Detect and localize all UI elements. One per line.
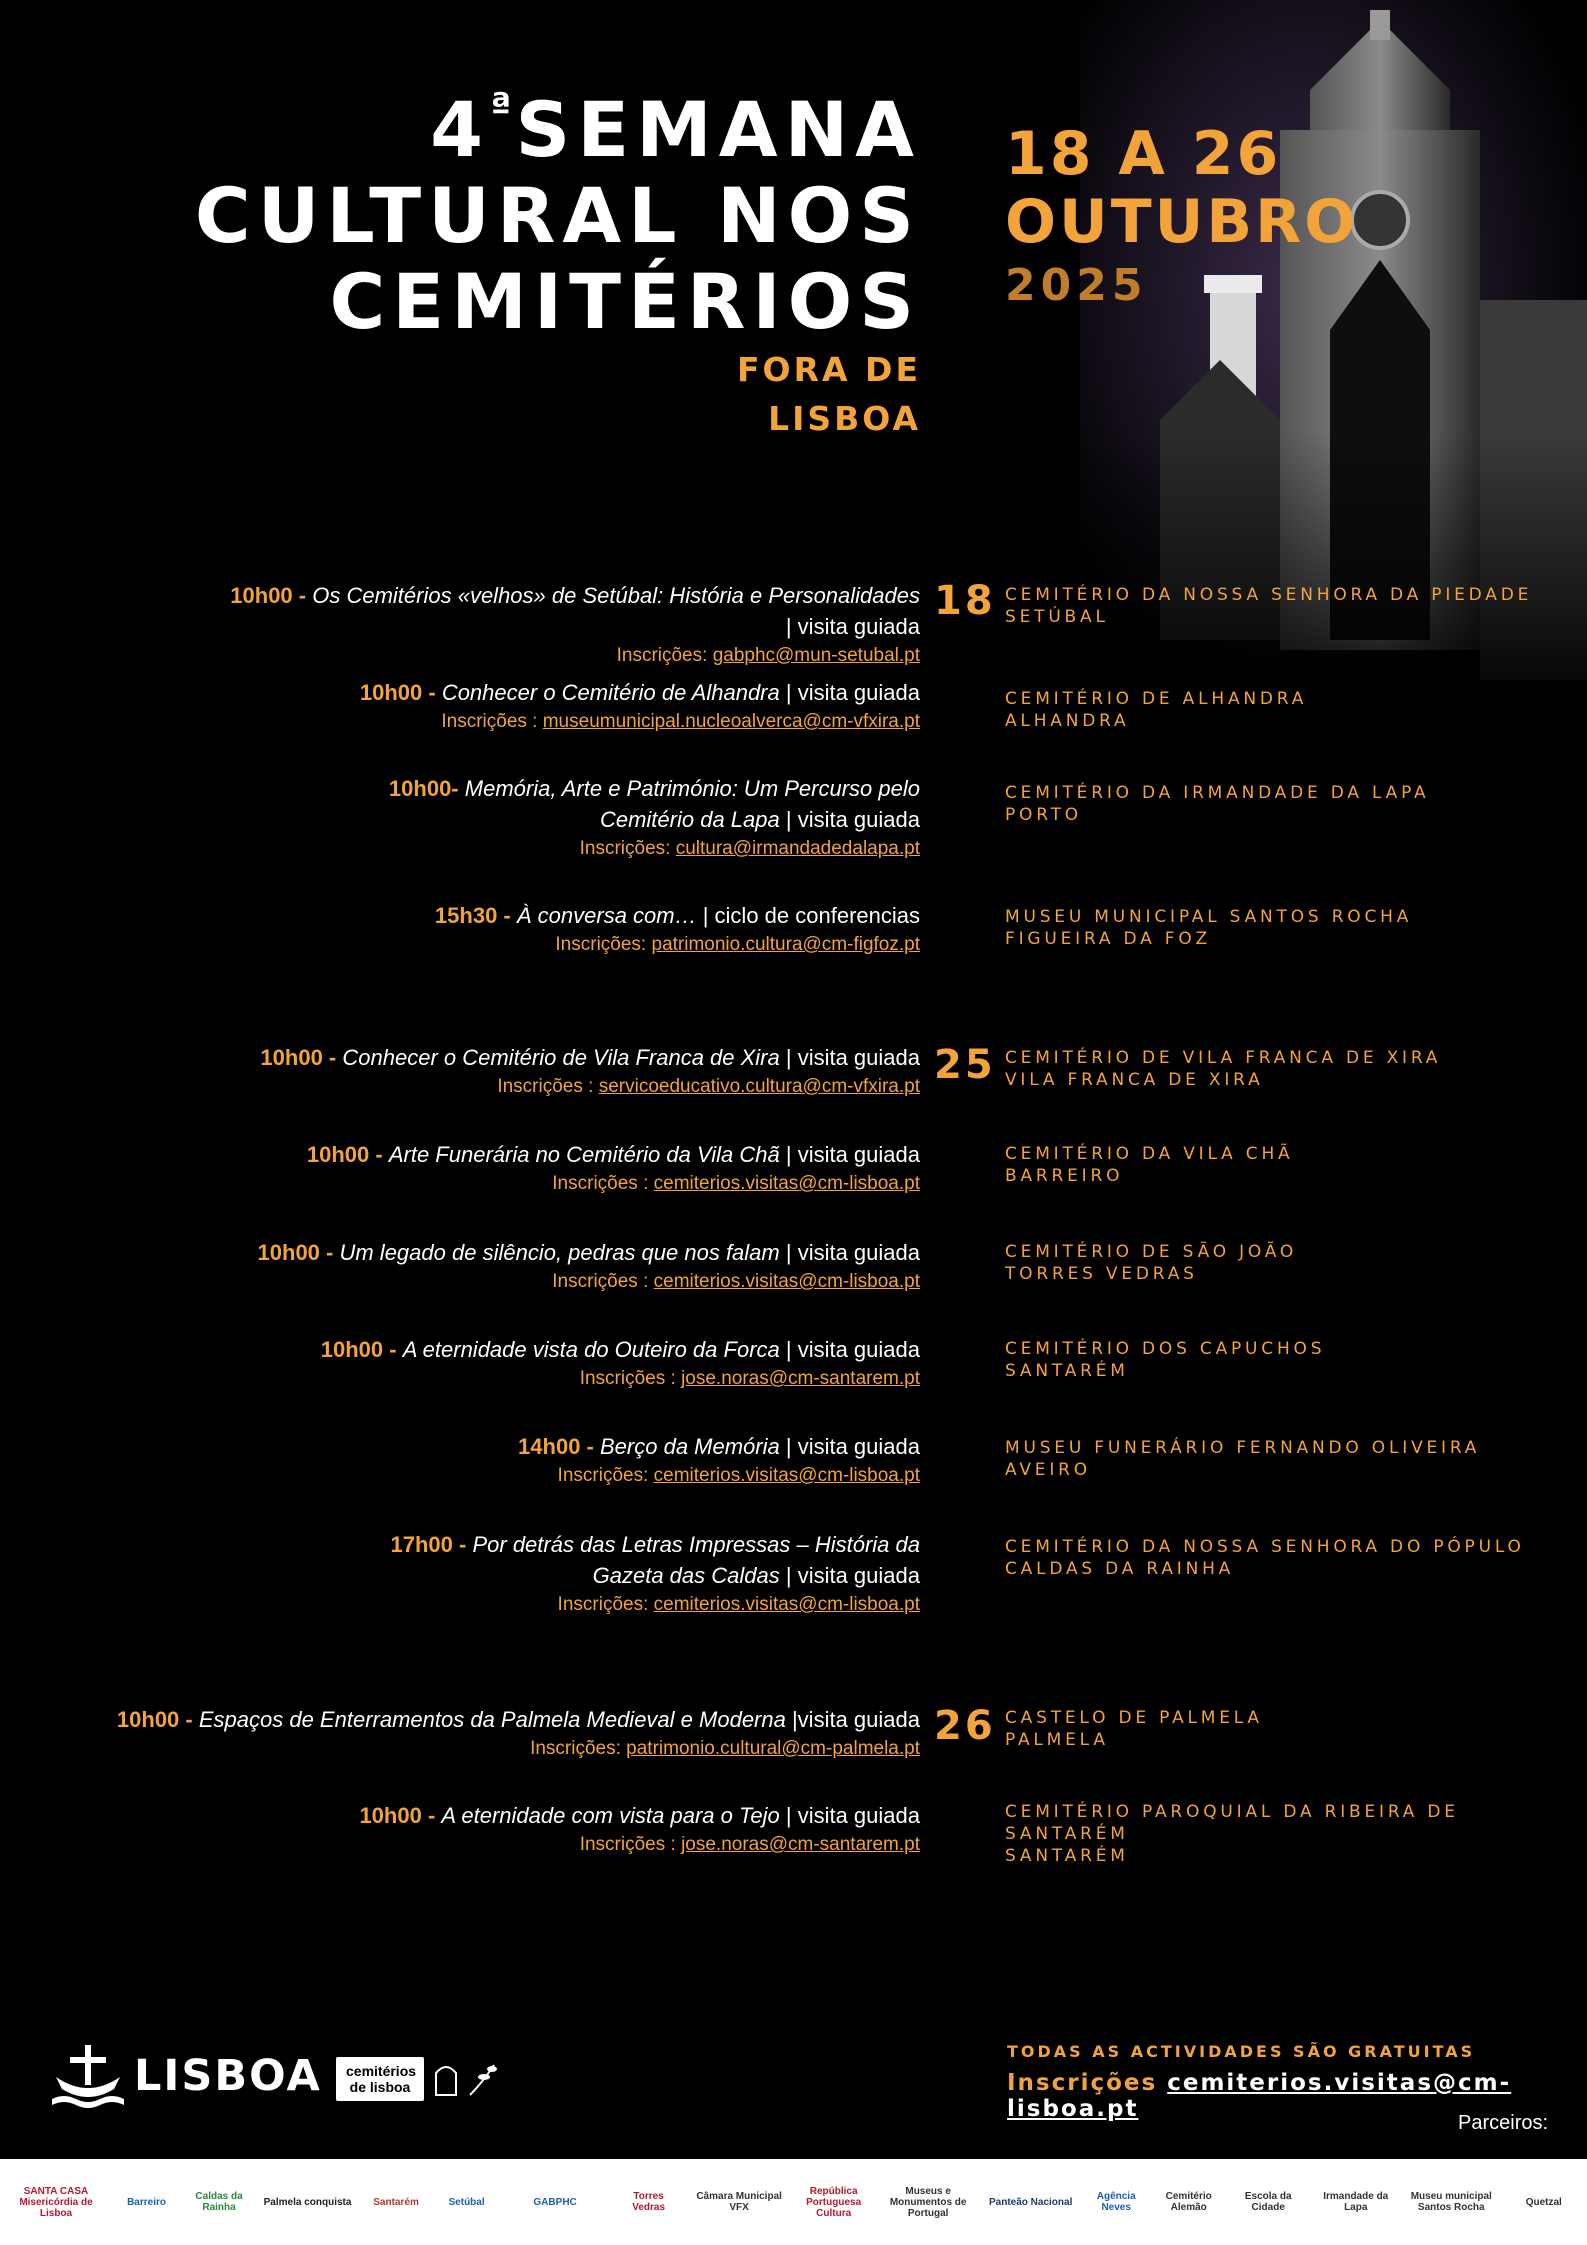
partner-logo: Torres Vedras [632, 2191, 666, 2213]
event-alhandra: 10h00 - Conhecer o Cemitério de Alhandra | visita guiada Inscrições : museumunicipal.nucleoalverca@cm-vfxira.pt [220, 677, 920, 736]
main-email-link[interactable]: cemiterios.visitas@cm-lisboa.pt [1007, 2070, 1512, 2122]
date-range: 18 A 26 [1005, 119, 1282, 189]
event-title: A eternidade vista do Outeiro da Forca [402, 1337, 780, 1362]
subtitle-line-2: LISBOA [768, 398, 921, 438]
partner-logo: Museus e Monumentos de Portugal [889, 2185, 967, 2219]
venue-lapa: CEMITÉRIO DA IRMANDADE DA LAPA PORTO [1005, 783, 1430, 825]
inscricoes: Inscrições : cemiterios.visitas@cm-lisboa.pt [552, 1271, 920, 1292]
event-title: Arte Funerária no Cemitério da Vila Chã [388, 1142, 780, 1167]
gravestone-leaf-icon [430, 2059, 502, 2099]
inscricoes: Inscrições: cemiterios.visitas@cm-lisboa.pt [557, 1465, 920, 1486]
partner-logo: Setúbal [448, 2196, 485, 2208]
inscricoes: Inscrições : museumunicipal.nucleoalverca@cm-vfxira.pt [441, 711, 920, 732]
partner-logo: Câmara Municipal VFX [696, 2191, 782, 2213]
email-link[interactable]: jose.noras@cm-santarem.pt [681, 1834, 920, 1855]
email-link[interactable]: cemiterios.visitas@cm-lisboa.pt [653, 1271, 920, 1292]
day-marker-26: 26 [934, 1703, 996, 1749]
venue-santarem-capuchos: CEMITÉRIO DOS CAPUCHOS SANTARÉM [1005, 1339, 1326, 1381]
event-caldas: 17h00 - Por detrás das Letras Impressas – História da Gazeta das Caldas | visita guiada Inscrições: cemiterios.visitas@cm-lisboa.pt [360, 1529, 920, 1619]
partner-logo: Museu municipal Santos Rocha [1410, 2191, 1492, 2213]
event-title: Conhecer o Cemitério de Alhandra [441, 680, 780, 705]
event-santarem-capuchos: 10h00 - A eternidade vista do Outeiro da Forca | visita guiada Inscrições : jose.noras@cm-santarem.pt [220, 1334, 920, 1393]
event-title: Um legado de silêncio, pedras que nos falam [339, 1240, 780, 1265]
partner-logo: República Portuguesa Cultura [806, 2185, 862, 2219]
event-setubal: 10h00 - Os Cemitérios «velhos» de Setúbal: História e Personalidades | visita guiada Inscrições: gabphc@mun-setubal.pt [220, 580, 920, 670]
ship-icon [52, 2043, 124, 2109]
partner-logo: Palmela conquista [263, 2196, 352, 2208]
email-link[interactable]: cemiterios.visitas@cm-lisboa.pt [653, 1594, 920, 1615]
event-palmela: 10h00 - Espaços de Enterramentos da Palmela Medieval e Moderna |visita guiada Inscrições: patrimonio.cultural@cm-palmela.pt [60, 1704, 920, 1763]
partner-logo: Panteão Nacional [988, 2196, 1073, 2208]
venue-figueira: MUSEU MUNICIPAL SANTOS ROCHA FIGUEIRA DA FOZ [1005, 907, 1413, 949]
event-title [194, 85, 921, 438]
partner-logo: Irmandade da Lapa [1323, 2191, 1389, 2213]
inscricoes: Inscrições : servicoeducativo.cultura@cm-vfxira.pt [497, 1076, 920, 1097]
event-title: Berço da Memória [600, 1434, 780, 1459]
venue-aveiro: MUSEU FUNERÁRIO FERNANDO OLIVEIRA AVEIRO [1005, 1438, 1481, 1480]
inscricoes: Inscrições : jose.noras@cm-santarem.pt [579, 1834, 920, 1855]
email-link[interactable]: cultura@irmandadedalapa.pt [675, 838, 920, 859]
inscricoes: Inscrições: cultura@irmandadedalapa.pt [579, 838, 920, 859]
event-vila-franca: 10h00 - Conhecer o Cemitério de Vila Franca de Xira | visita guiada Inscrições : servicoeducativo.cultura@cm-vfxira.pt [220, 1042, 920, 1101]
lisboa-logo: LISBOA [52, 2043, 322, 2109]
subtitle-line-1: FORA DE [737, 350, 921, 389]
main-registration: Inscrições cemiterios.visitas@cm-lisboa.pt [1007, 2070, 1512, 2122]
venue-vila-cha: CEMITÉRIO DA VILA CHÃ BARREIRO [1005, 1144, 1294, 1186]
event-vila-cha: 10h00 - Arte Funerária no Cemitério da Vila Chã | visita guiada Inscrições : cemiterios.visitas@cm-lisboa.pt [220, 1139, 920, 1198]
venue-vila-franca: CEMITÉRIO DE VILA FRANCA DE XIRA VILA FRANCA DE XIRA [1005, 1048, 1442, 1090]
email-link[interactable]: cemiterios.visitas@cm-lisboa.pt [653, 1465, 920, 1486]
venue-ribeira-santarem: CEMITÉRIO PAROQUIAL DA RIBEIRA DE SANTARÉM SANTARÉM [1005, 1802, 1459, 1866]
title-line-2: CULTURAL NOS [194, 171, 921, 260]
event-aveiro: 14h00 - Berço da Memória | visita guiada Inscrições: cemiterios.visitas@cm-lisboa.pt [220, 1431, 920, 1490]
email-link[interactable]: patrimonio.cultural@cm-palmela.pt [626, 1738, 920, 1759]
partner-logo: Barreiro [127, 2196, 166, 2208]
partner-logo: Caldas da Rainha [195, 2191, 243, 2213]
email-link[interactable]: jose.noras@cm-santarem.pt [681, 1368, 920, 1389]
event-title: Memória, Arte e Património: Um Percurso pelo Cemitério da Lapa [464, 776, 920, 832]
title-line-1: $4^ªSEMANA$ [430, 85, 921, 174]
email-link[interactable]: servicoeducativo.cultura@cm-vfxira.pt [598, 1076, 920, 1097]
partner-logo: SANTA CASA Misericórdia de Lisboa [19, 2185, 93, 2219]
email-link[interactable]: gabphc@mun-setubal.pt [712, 645, 920, 666]
event-title: Espaços de Enterramentos da Palmela Medieval e Moderna [198, 1707, 786, 1732]
venue-torres-vedras: CEMITÉRIO DE SÃO JOÃO TORRES VEDRAS [1005, 1242, 1298, 1284]
day-marker-18: 18 [934, 578, 996, 624]
venue-alhandra: CEMITÉRIO DE ALHANDRA ALHANDRA [1005, 689, 1308, 731]
event-lapa: 10h00- Memória, Arte e Património: Um Percurso pelo Cemitério da Lapa | visita guiada Inscrições: cultura@irmandadedalapa.pt [360, 773, 920, 863]
email-link[interactable]: cemiterios.visitas@cm-lisboa.pt [653, 1173, 920, 1194]
partners-label: Parceiros: [1458, 2112, 1549, 2134]
partner-logo: Agência Neves [1096, 2191, 1136, 2213]
partner-logo: Cemitério Alemão [1165, 2191, 1212, 2213]
event-torres-vedras: 10h00 - Um legado de silêncio, pedras que nos falam | visita guiada Inscrições : cemiterios.visitas@cm-lisboa.pt [220, 1237, 920, 1296]
venue-setubal: CEMITÉRIO DA NOSSA SENHORA DA PIEDADE SETÚBAL [1005, 585, 1533, 627]
date-month: OUTUBRO [1005, 187, 1359, 257]
partner-logo: Santarém [373, 2196, 419, 2208]
inscricoes: Inscrições: patrimonio.cultura@cm-figfoz.pt [555, 934, 920, 955]
inscricoes: Inscrições : cemiterios.visitas@cm-lisboa.pt [552, 1173, 920, 1194]
day-marker-25: 25 [934, 1042, 996, 1088]
partner-logos-strip [0, 2159, 1587, 2245]
partner-logo: Escola da Cidade [1244, 2191, 1292, 2213]
partner-logo: Quetzal [1525, 2196, 1562, 2208]
title-line-3: CEMITÉRIOS [329, 257, 921, 346]
event-title: À conversa com… [516, 903, 697, 928]
event-ribeira-santarem: 10h00 - A eternidade com vista para o Tejo | visita guiada Inscrições : jose.noras@cm-santarem.pt [220, 1800, 920, 1859]
date-block [1005, 120, 1358, 311]
free-activities-note: TODAS AS ACTIVIDADES SÃO GRATUITAS [1007, 2042, 1476, 2061]
venue-caldas: CEMITÉRIO DA NOSSA SENHORA DO PÓPULO CALDAS DA RAINHA [1005, 1537, 1525, 1579]
email-link[interactable]: museumunicipal.nucleoalverca@cm-vfxira.pt [542, 711, 920, 732]
inscricoes: Inscrições: patrimonio.cultural@cm-palmela.pt [530, 1738, 920, 1759]
event-title: Por detrás das Letras Impressas – História da Gazeta das Caldas [472, 1532, 920, 1588]
date-year: 2025 [1005, 260, 1148, 311]
event-title: Conhecer o Cemitério de Vila Franca de Xira [342, 1045, 780, 1070]
cemiterios-logo: cemitérios de lisboa [336, 2057, 502, 2101]
partner-logo: GABPHC [533, 2196, 577, 2208]
inscricoes: Inscrições: cemiterios.visitas@cm-lisboa.pt [557, 1594, 920, 1615]
venue-palmela: CASTELO DE PALMELA PALMELA [1005, 1708, 1263, 1750]
event-figueira: 15h30 - À conversa com… | ciclo de conferencias Inscrições: patrimonio.cultura@cm-figfoz.pt [220, 900, 920, 959]
email-link[interactable]: patrimonio.cultura@cm-figfoz.pt [651, 934, 920, 955]
inscricoes: Inscrições : jose.noras@cm-santarem.pt [579, 1368, 920, 1389]
inscricoes: Inscrições: gabphc@mun-setubal.pt [616, 645, 920, 666]
event-title: Os Cemitérios «velhos» de Setúbal: História e Personalidades [312, 583, 920, 608]
event-title: A eternidade com vista para o Tejo [441, 1803, 780, 1828]
